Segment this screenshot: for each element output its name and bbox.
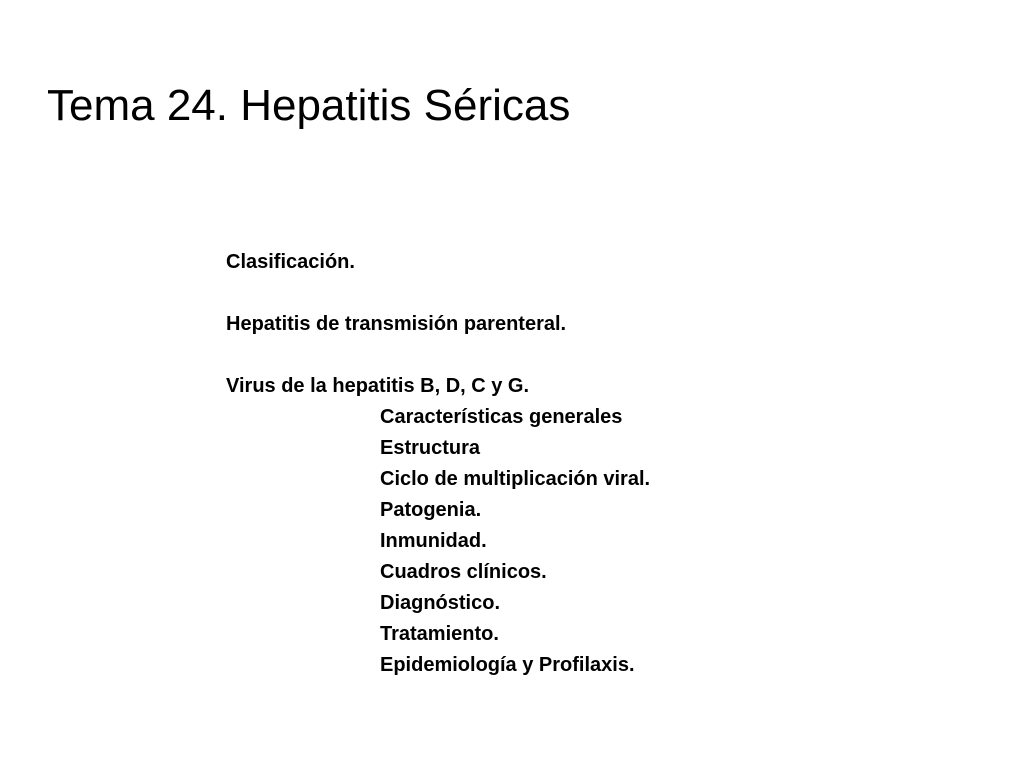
subtopic-list-container (226, 402, 650, 681)
section-classification: Clasificación. (226, 251, 355, 273)
section-parenteral-hepatitis: Hepatitis de transmisión parenteral. (226, 313, 567, 335)
section-hepatitis-viruses: Virus de la hepatitis B, D, C y G. (226, 375, 530, 397)
subtopic-replication-cycle: Ciclo de multiplicación viral. (380, 468, 651, 490)
spacer (226, 278, 650, 309)
subtopic-general-characteristics: Características generales (380, 406, 623, 428)
spacer (226, 340, 650, 371)
subtopic-epidemiology-prophylaxis: Epidemiología y Profilaxis. (380, 654, 635, 676)
slide-title: Tema 24. Hepatitis Séricas (47, 81, 571, 130)
subtopic-pathogenesis: Patogenia. (380, 499, 482, 521)
subtopic-list (226, 402, 650, 681)
subtopic-structure: Estructura (380, 437, 481, 459)
subtopic-diagnosis: Diagnóstico. (380, 592, 501, 614)
subtopic-immunity: Inmunidad. (380, 530, 487, 552)
subtopic-treatment: Tratamiento. (380, 623, 499, 645)
topic-outline (226, 247, 650, 681)
subtopic-clinical-pictures: Cuadros clínicos. (380, 561, 547, 583)
